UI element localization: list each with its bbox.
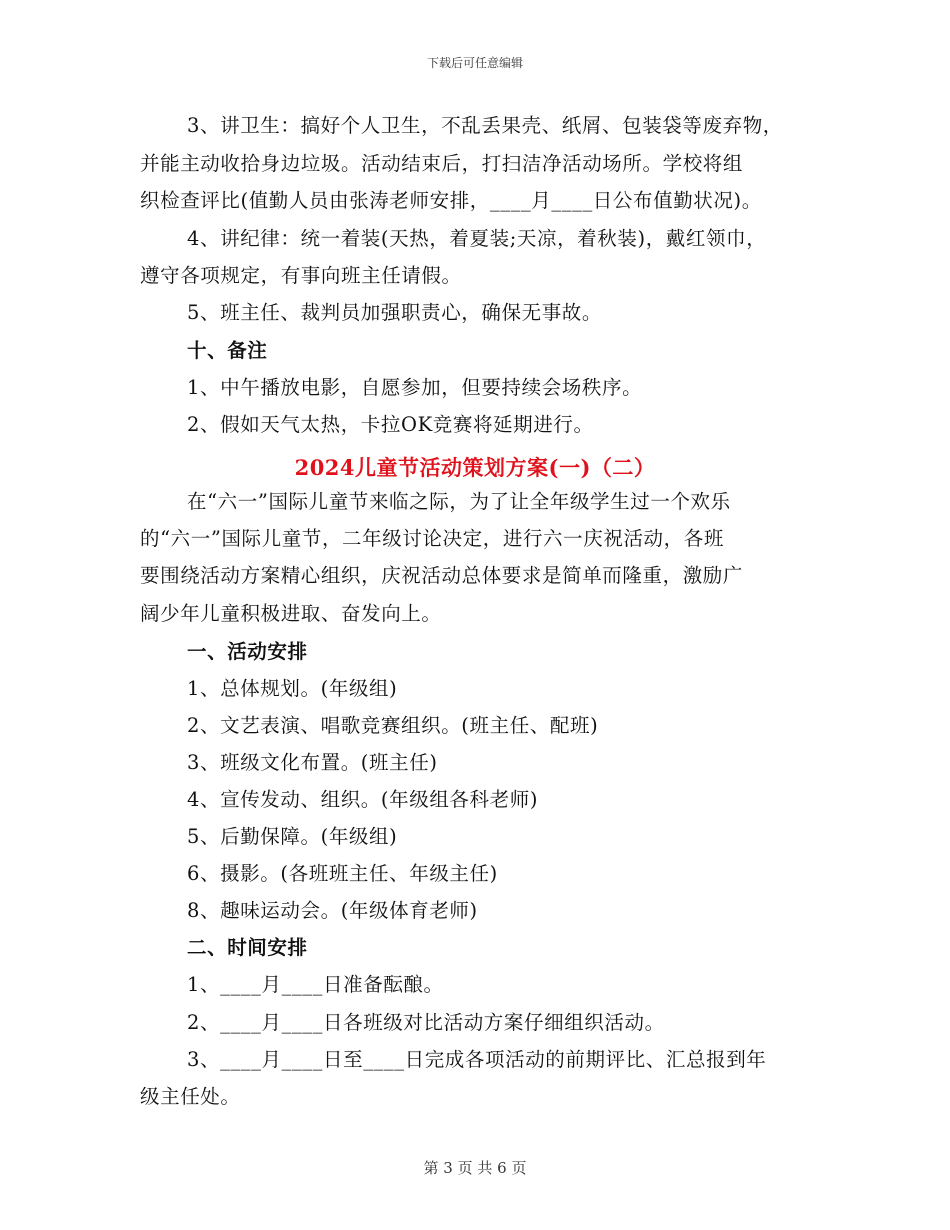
paragraph-line: 5、班主任、裁判员加强职责心，确保无事故。 <box>187 301 603 324</box>
paragraph-line: 阔少年儿童积极进取、奋发向上。 <box>140 602 442 625</box>
document-title: 2024儿童节活动策划方案(一)（二） <box>294 455 656 480</box>
paragraph-line: 遵守各项规定，有事向班主任请假。 <box>140 264 462 287</box>
list-item: 2、____月____日各班级对比活动方案仔细组织活动。 <box>187 1011 665 1034</box>
paragraph-line: 2、假如天气太热，卡拉OK竞赛将延期进行。 <box>187 413 594 436</box>
section-heading: 一、活动安排 <box>187 640 308 663</box>
list-item: 3、班级文化布置。(班主任) <box>187 751 438 774</box>
paragraph-line: 并能主动收拾身边垃圾。活动结束后，打扫洁净活动场所。学校将组 <box>140 152 744 175</box>
list-item: 6、摄影。(各班班主任、年级主任) <box>187 862 498 885</box>
paragraph-line: 织检查评比(值勤人员由张涛老师安排，____月____日公布值勤状况)。 <box>140 189 762 212</box>
section-heading: 十、备注 <box>187 339 268 362</box>
list-item: 3、____月____日至____日完成各项活动的前期评比、汇总报到年 <box>187 1048 767 1071</box>
paragraph-line: 在“六一”国际儿童节来临之际，为了让全年级学生过一个欢乐 <box>187 490 731 513</box>
page-header: 下载后可任意编辑 <box>426 56 523 70</box>
list-item: 2、文艺表演、唱歌竞赛组织。(班主任、配班) <box>187 714 599 737</box>
list-item: 5、后勤保障。(年级组) <box>187 825 398 848</box>
paragraph-line: 级主任处。 <box>140 1085 241 1108</box>
list-item: 8、趣味运动会。(年级体育老师) <box>187 899 478 922</box>
paragraph-line: 要围绕活动方案精心组织，庆祝活动总体要求是简单而隆重，激励广 <box>140 564 744 587</box>
list-item: 4、宣传发动、组织。(年级组各科老师) <box>187 788 539 811</box>
section-heading: 二、时间安排 <box>187 936 308 959</box>
page-footer: 第 3 页 共 6 页 <box>423 1159 527 1177</box>
list-item: 1、总体规划。(年级组) <box>187 677 398 700</box>
list-item: 1、____月____日准备酝酿。 <box>187 973 444 996</box>
paragraph-line: 4、讲纪律：统一着装(天热，着夏装;天凉，着秋装)，戴红领巾， <box>187 227 767 250</box>
paragraph-line: 1、中午播放电影，自愿参加，但要持续会场秩序。 <box>187 376 643 399</box>
paragraph-line: 3、讲卫生：搞好个人卫生，不乱丢果壳、纸屑、包装袋等废弃物， <box>187 114 783 137</box>
paragraph-line: 的“六一”国际儿童节，二年级讨论决定，进行六一庆祝活动，各班 <box>140 527 724 550</box>
